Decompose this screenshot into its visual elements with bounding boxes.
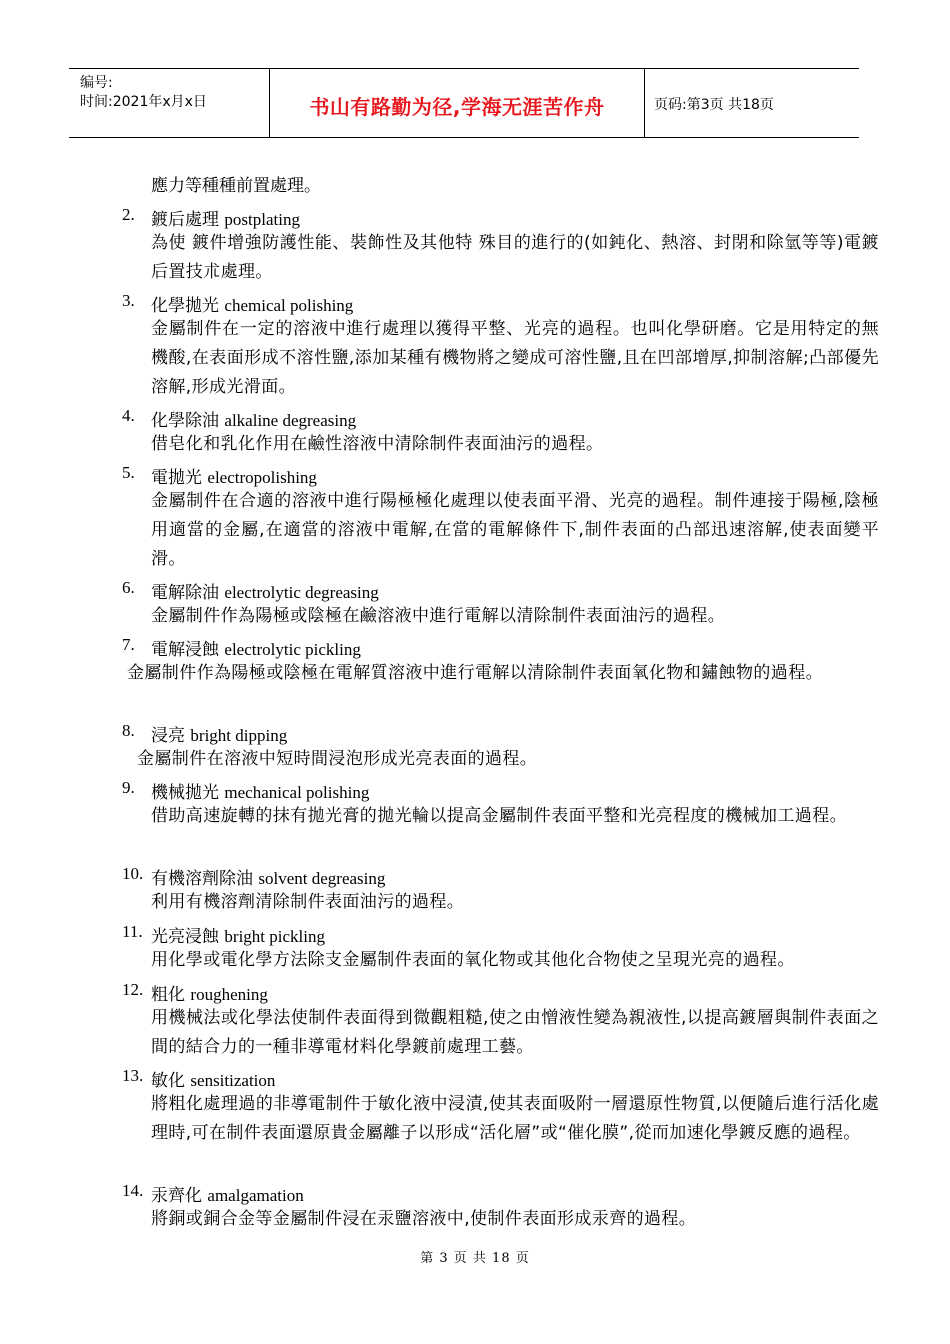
item-number: 8. (122, 721, 135, 740)
item-title-en: postplating (224, 210, 300, 229)
item-number: 11. (122, 922, 143, 941)
item-title (151, 578, 379, 603)
item-description: 用化學或電化學方法除支金屬制件表面的氧化物或其他化合物使之呈現光亮的過程。 (151, 950, 795, 970)
item-title-zh: 機械拋光 (151, 783, 219, 803)
item-description: 金屬制件在一定的溶液中進行處理以獲得平整、光亮的過程。也叫化學研磨。它是用特定的無機酸,在表面形成不溶性鹽,添加某種有機物將之變成可溶性鹽,且在凹部增厚,抑制溶解;凸部優先溶解,形成光滑面。 (151, 319, 879, 397)
item-title-en: alkaline degreasing (224, 411, 357, 430)
item-description: 將銅或銅合金等金屬制件浸在汞鹽溶液中,使制件表面形成汞齊的過程。 (151, 1209, 697, 1229)
item-title-zh: 電拋光 (151, 468, 202, 488)
item-title (151, 922, 325, 947)
item-title (151, 864, 385, 889)
item-number: 10. (122, 864, 144, 883)
motto: 书山有路勤为径,学海无涯苦作舟 (309, 95, 605, 119)
number-label: 编号: (80, 75, 113, 91)
item-title-en: electrolytic pickling (224, 640, 361, 659)
item-number: 13. (122, 1066, 144, 1085)
item-description: 用機械法或化學法使制件表面得到微觀粗糙,使之由憎液性變為親液性,以提高鍍層與制件表面之間的結合力的一種非導電材料化學鍍前處理工藝。 (151, 1008, 879, 1057)
item-title-en: chemical polishing (224, 296, 354, 315)
item-number: 9. (122, 778, 135, 797)
item-title (151, 205, 300, 230)
item-title-zh: 粗化 (151, 985, 185, 1005)
item-description: 借皂化和乳化作用在鹼性溶液中清除制件表面油污的過程。 (151, 434, 604, 454)
item-number: 4. (122, 406, 135, 425)
time-label: 时间:2021年x月x日 (80, 94, 207, 110)
item-title-zh: 浸亮 (151, 726, 185, 746)
item-title-en: electropolishing (207, 468, 317, 487)
item-title (151, 778, 369, 803)
item-description: 金屬制件作為陽極或陰極在電解質溶液中進行電解以清除制件表面氧化物和鏽蝕物的過程。 (127, 663, 823, 683)
page-label: 页码:第3页 共18页 (654, 97, 774, 113)
item-description: 借助高速旋轉的抹有拋光膏的拋光輪以提高金屬制件表面平整和光亮程度的機械加工過程。 (151, 806, 847, 826)
item-title-en: roughening (190, 985, 268, 1004)
item-number: 12. (122, 980, 144, 999)
item-number: 5. (122, 463, 135, 482)
item-title-zh: 光亮浸蝕 (151, 927, 219, 947)
item-number: 3. (122, 291, 135, 310)
item-number: 7. (122, 635, 135, 654)
lead-text: 應力等種種前置處理。 (151, 176, 321, 196)
item-description: 將粗化處理過的非導電制件于敏化液中浸漬,使其表面吸附一層還原性物質,以便隨后進行活化處理時,可在制件表面還原貴金屬離子以形成“活化層”或“催化膜”,從而加速化學鍍反應的過程。 (151, 1094, 879, 1143)
item-title-zh: 有機溶劑除油 (151, 869, 253, 889)
item-title (151, 406, 356, 431)
item-title-zh: 電解除油 (151, 583, 219, 603)
item-description: 利用有機溶劑清除制件表面油污的過程。 (151, 892, 465, 912)
item-description: 金屬制件在合適的溶液中進行陽極極化處理以使表面平滑、光亮的過程。制件連接于陽極,陰極用適當的金屬,在適當的溶液中電解,在當的電解條件下,制件表面的凸部迅速溶解,使表面變平滑。 (151, 491, 879, 569)
item-title (151, 980, 268, 1005)
item-title-zh: 鍍后處理 (151, 210, 219, 230)
header-motto-cell (269, 69, 645, 137)
header-info-cell (69, 69, 269, 137)
item-title (151, 1066, 275, 1091)
item-title-en: amalgamation (207, 1186, 304, 1205)
item-title (151, 463, 317, 488)
item-title-zh: 化學拋光 (151, 296, 219, 316)
item-title-en: bright dipping (190, 726, 288, 745)
item-title-en: sensitization (190, 1071, 276, 1090)
item-title-zh: 電解浸蝕 (151, 640, 219, 660)
item-title-zh: 化學除油 (151, 411, 219, 431)
item-description: 金屬制件在溶液中短時間浸泡形成光亮表面的過程。 (137, 749, 538, 769)
page-footer: 第 3 页 共 18 页 (420, 1251, 530, 1266)
item-title-zh: 汞齊化 (151, 1186, 202, 1206)
item-title (151, 721, 287, 746)
header-page-cell (644, 69, 859, 137)
item-title-en: electrolytic degreasing (224, 583, 379, 602)
item-number: 6. (122, 578, 135, 597)
item-description: 金屬制件作為陽極或陰極在鹼溶液中進行電解以清除制件表面油污的過程。 (151, 606, 726, 626)
item-title-zh: 敏化 (151, 1071, 185, 1091)
item-number: 2. (122, 205, 135, 224)
item-title (151, 291, 353, 316)
item-title (151, 635, 361, 660)
page-header (69, 68, 859, 138)
item-title-en: solvent degreasing (258, 869, 386, 888)
item-title-en: mechanical polishing (224, 783, 370, 802)
item-title (151, 1181, 304, 1206)
item-title-en: bright pickling (224, 927, 325, 946)
item-number: 14. (122, 1181, 144, 1200)
item-description: 為使 鍍件增強防護性能、裝飾性及其他特 殊目的進行的(如鈍化、熱溶、封閉和除氫等等)電鍍后置技朮處理。 (151, 233, 879, 282)
